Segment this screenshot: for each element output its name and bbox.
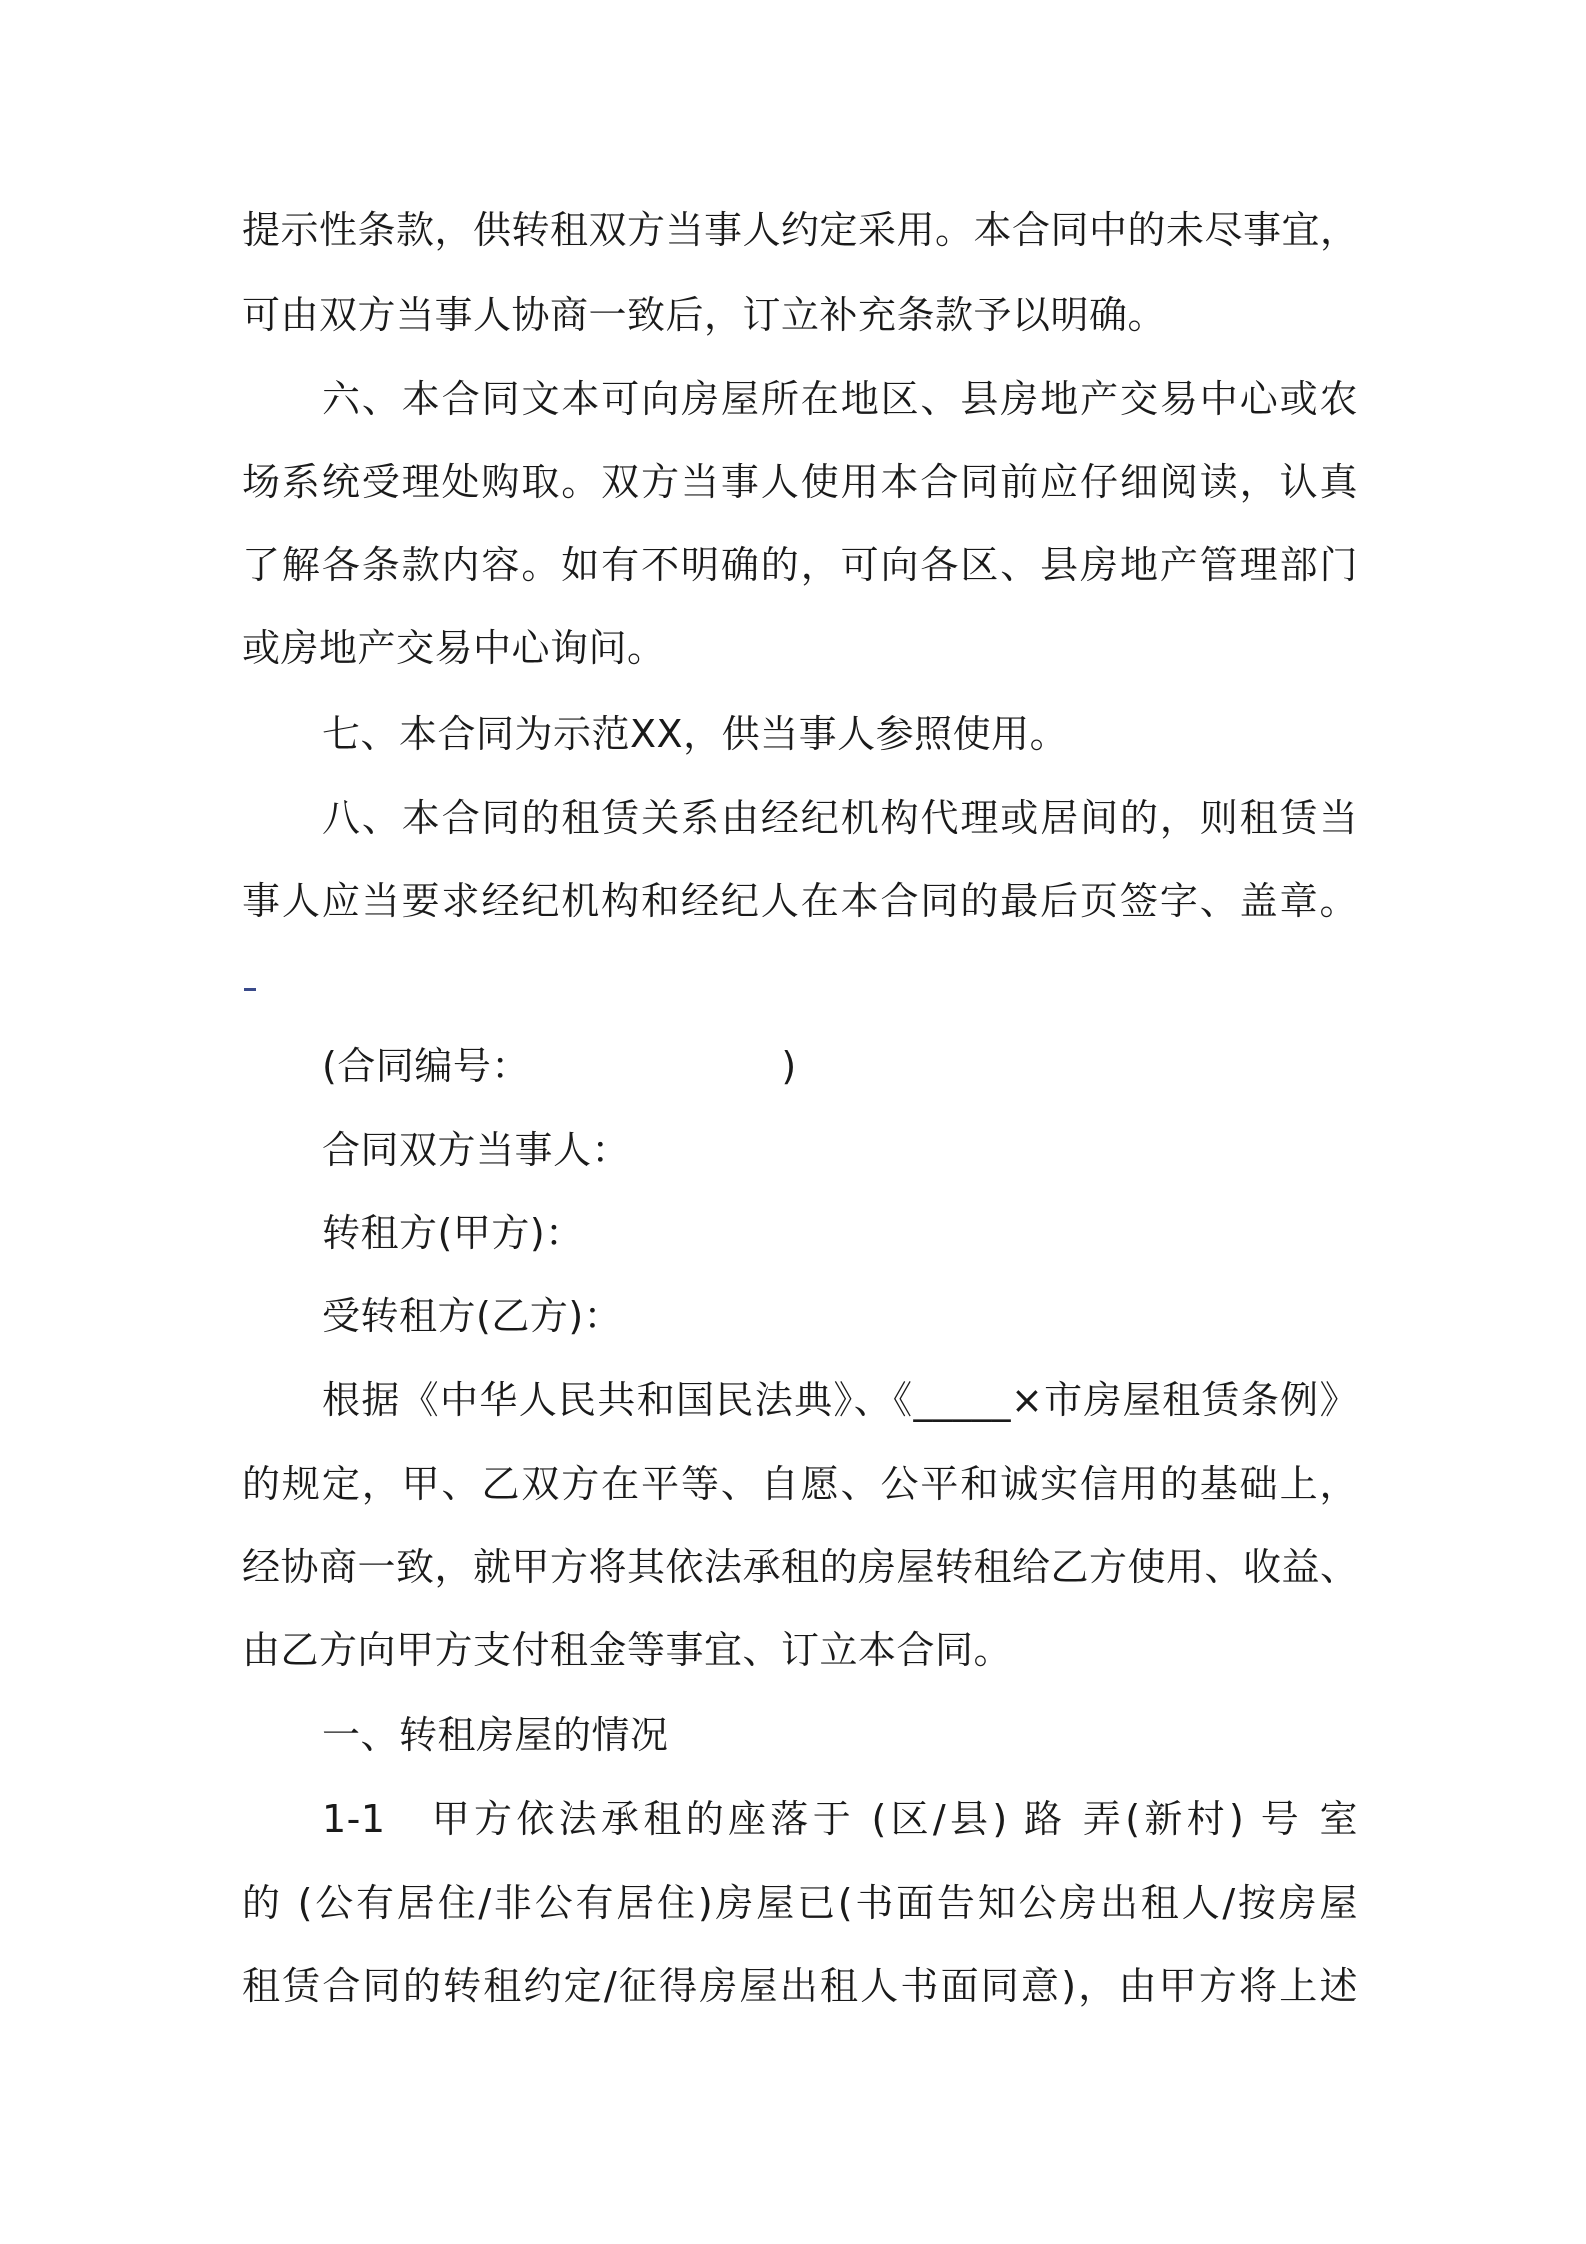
body-text-line: 经协商一致，就甲方将其依法承租的房屋转租给乙方使用、收益、 <box>242 1545 1359 1589</box>
legal-basis-line: 根据《中华人民共和国民法典》、《_____×市房屋租赁条例》 <box>322 1378 1358 1422</box>
party-b-line: 受转租方(乙方)： <box>322 1294 623 1338</box>
body-text-line: 提示性条款，供转租双方当事人约定采用。本合同中的未尽事宜， <box>242 208 1359 252</box>
party-a-line: 转租方(甲方)： <box>322 1211 584 1255</box>
body-text-line: 由乙方向甲方支付租金等事宜、订立本合同。 <box>242 1628 1013 1672</box>
clause-six-line: 六、本合同文本可向房屋所在地区、县房地产交易中心或农 <box>322 377 1358 421</box>
contract-number-line: (合同编号： ) <box>322 1044 797 1088</box>
clause-eight-line: 八、本合同的租赁关系由经纪机构代理或居间的，则租赁当 <box>322 796 1358 840</box>
body-text-line: 场系统受理处购取。双方当事人使用本合同前应仔细阅读，认真 <box>242 460 1358 504</box>
section-one-heading: 一、转租房屋的情况 <box>322 1713 669 1757</box>
body-text-line: 租赁合同的转租约定/征得房屋出租人书面同意)，由甲方将上述 <box>242 1964 1358 2008</box>
clause-seven-line: 七、本合同为示范XX，供当事人参照使用。 <box>322 712 1069 756</box>
body-text-line: 可由双方当事人协商一致后，订立补充条款予以明确。 <box>242 293 1167 337</box>
section-break-marker <box>244 988 256 991</box>
body-text-line: 的 (公有居住/非公有居住)房屋已(书面告知公房出租人/按房屋 <box>242 1881 1358 1925</box>
body-text-line: 事人应当要求经纪机构和经纪人在本合同的最后页签字、盖章。 <box>242 879 1358 923</box>
clause-1-1-line: 1-1 甲方依法承租的座落于 (区/县) 路 弄(新村) 号 室 <box>322 1797 1358 1841</box>
body-text-line: 了解各条款内容。如有不明确的，可向各区、县房地产管理部门 <box>242 543 1358 587</box>
body-text-line: 的规定，甲、乙双方在平等、自愿、公平和诚实信用的基础上， <box>242 1462 1358 1506</box>
parties-heading: 合同双方当事人： <box>322 1128 631 1172</box>
body-text-line: 或房地产交易中心询问。 <box>242 626 666 670</box>
